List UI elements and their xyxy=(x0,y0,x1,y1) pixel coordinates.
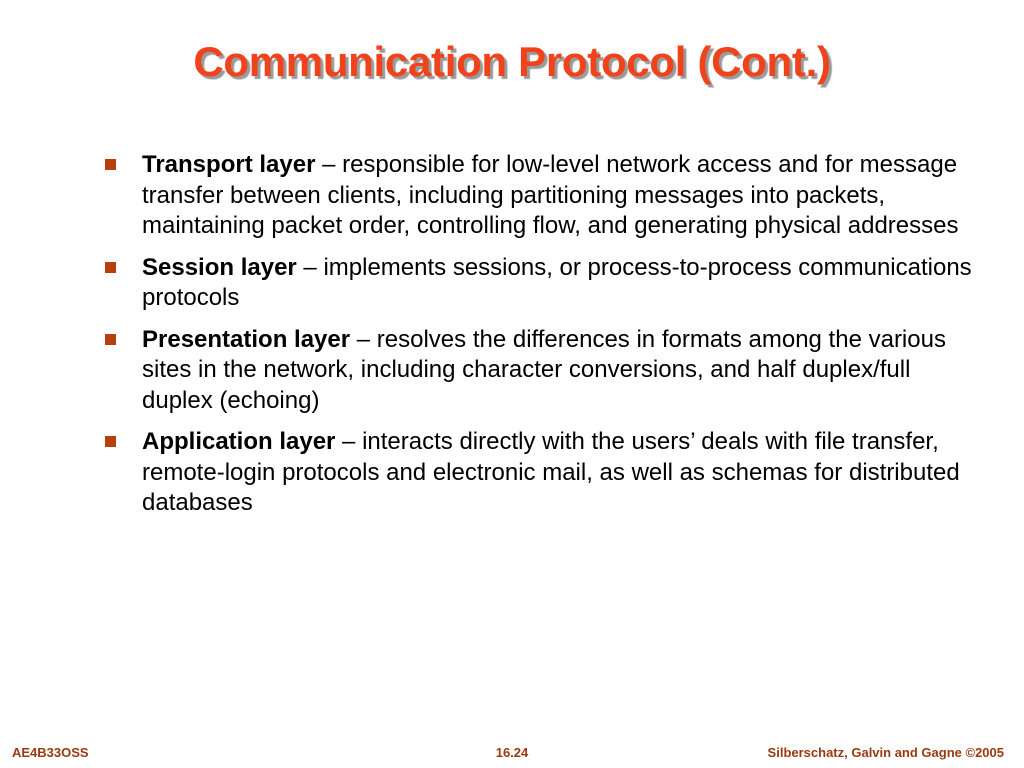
footer-page-number: 16.24 xyxy=(495,745,529,760)
square-bullet-icon xyxy=(105,159,116,170)
bullet-item-application-layer xyxy=(105,427,975,519)
slide-title: Communication Protocol (Cont.) xyxy=(193,38,831,85)
bullet-item-session-layer xyxy=(105,253,975,314)
square-bullet-icon xyxy=(105,262,116,273)
bullet-text: – responsible for low-level network access and for message transfer between clients, including partitioning messages into packets, maintaining packet order, controlling flow, and generating physical addresses xyxy=(142,151,959,239)
bullet-term: Session layer xyxy=(142,253,297,281)
bullet-term: Presentation layer xyxy=(142,325,351,353)
square-bullet-icon xyxy=(105,334,116,345)
footer-copyright: Silberschatz, Galvin and Gagne ©2005 xyxy=(767,745,1004,760)
bullet-term: Transport layer xyxy=(142,151,316,178)
square-bullet-icon xyxy=(105,436,116,447)
bullet-item-transport-layer xyxy=(105,150,975,242)
bullet-text: – resolves the differences in formats among the various sites in the network, including character conversions, and half duplex/full duplex (echoing) xyxy=(142,325,946,414)
bullet-text: – interacts directly with the users’ deals with file transfer, remote-login protocols and electronic mail, as well as schemas for distributed databases xyxy=(142,428,960,516)
bullet-term: Application layer xyxy=(142,428,336,455)
bullet-item-presentation-layer xyxy=(105,325,975,417)
bullet-list xyxy=(105,150,975,530)
bullet-text: – implements sessions, or process-to-process communications protocols xyxy=(142,253,972,311)
footer-course-code: AE4B33OSS xyxy=(12,745,89,760)
